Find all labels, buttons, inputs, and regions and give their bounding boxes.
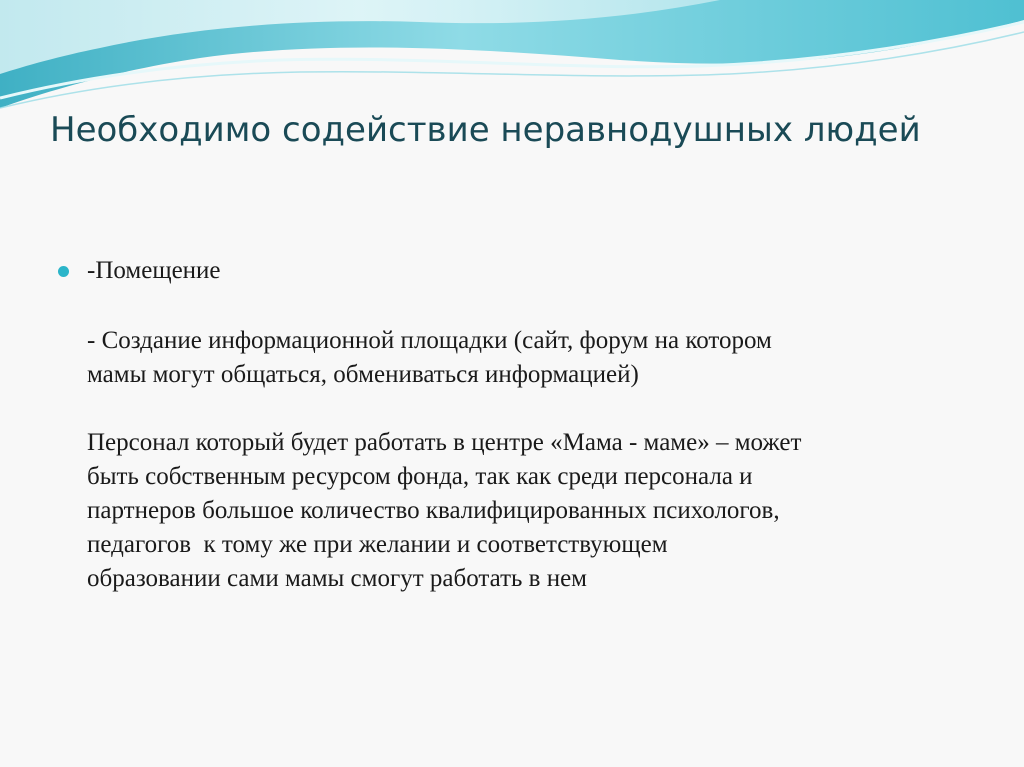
slide-title: Необходимо содействие неравнодушных людей [50, 110, 921, 150]
paragraph-staff-line-2: быть собственным ресурсом фонда, так как среди персонала и [87, 463, 753, 490]
slide-body [87, 254, 987, 596]
paragraph-staff-line-1: Персонал который будет работать в центре «Мама - маме» – может [87, 429, 802, 456]
paragraph-platform-line-1: - Создание информационной площадки (сайт, форум на котором [87, 327, 772, 354]
paragraph-premises: -Помещение [87, 257, 221, 284]
paragraph-platform-line-2: мамы могут общаться, обмениваться информацией) [87, 361, 639, 388]
bullet-icon [58, 266, 69, 277]
paragraph-staff-line-4: педагогов к тому же при желании и соответствующем [87, 531, 668, 558]
paragraph-staff-line-5: образовании сами мамы смогут работать в нем [87, 565, 587, 592]
paragraph-staff-line-3: партнеров большое количество квалифицированных психологов, [87, 497, 780, 524]
